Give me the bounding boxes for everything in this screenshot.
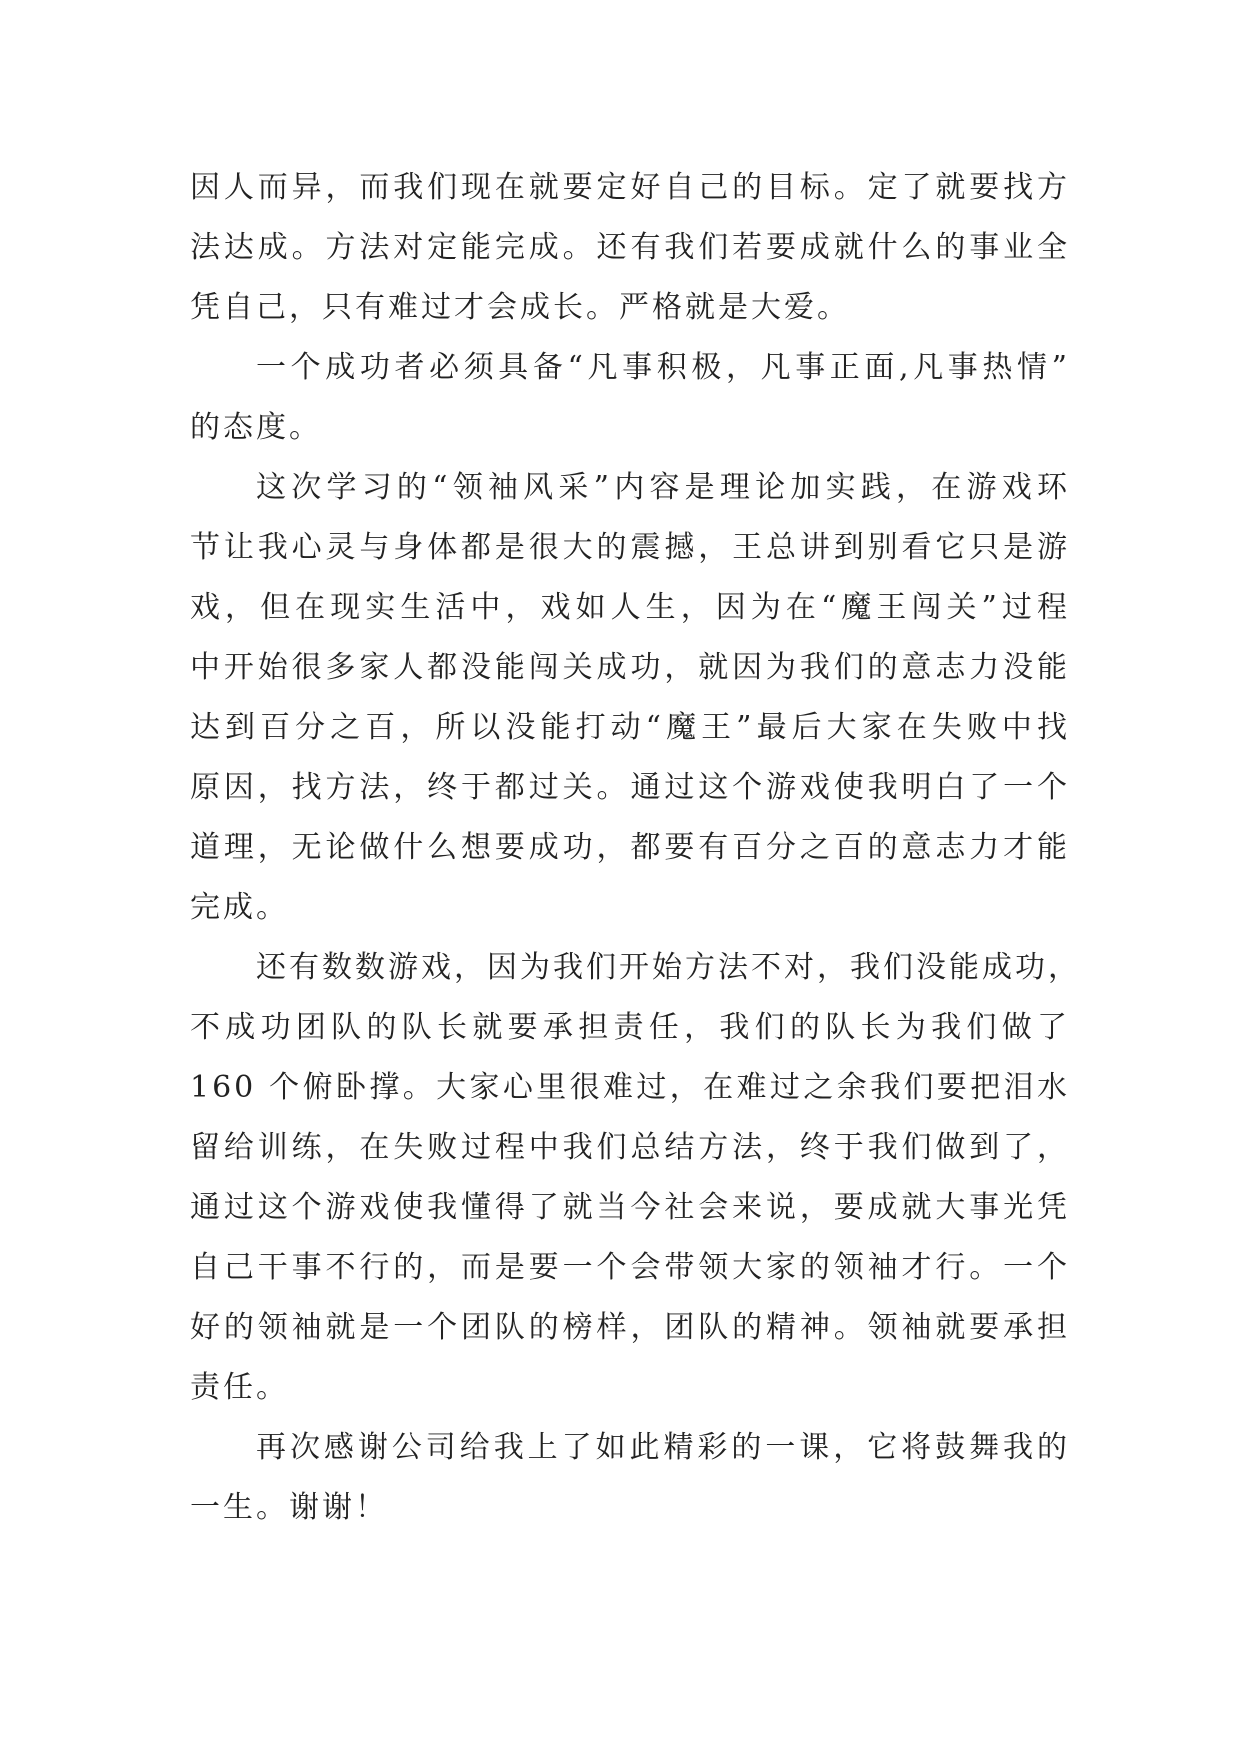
paragraph-3-line-2: 节让我心灵与身体都是很大的震撼，王总讲到别看它只是游 xyxy=(190,530,1070,565)
paragraph-1-line-2: 法达成。方法对定能完成。还有我们若要成就什么的事业全 xyxy=(190,230,1070,265)
paragraph-5-line-2: 一生。谢谢！ xyxy=(190,1490,388,1525)
paragraph-4-line-4: 留给训练，在失败过程中我们总结方法，终于我们做到了， xyxy=(190,1130,1070,1165)
paragraph-4-line-2: 不成功团队的队长就要承担责任，我们的队长为我们做了 xyxy=(190,1010,1070,1045)
document-body xyxy=(190,158,1081,1538)
paragraph-5-line-1: 再次感谢公司给我上了如此精彩的一课，它将鼓舞我的 xyxy=(256,1430,1070,1465)
paragraph-4-line-7: 好的领袖就是一个团队的榜样，团队的精神。领袖就要承担 xyxy=(190,1310,1070,1345)
paragraph-4-line-3: 160 个俯卧撑。大家心里很难过，在难过之余我们要把泪水 xyxy=(190,1070,1070,1105)
paragraph-4-line-6: 自己干事不行的，而是要一个会带领大家的领袖才行。一个 xyxy=(190,1250,1070,1285)
paragraph-3-line-8: 完成。 xyxy=(190,890,289,925)
paragraph-4-line-8: 责任。 xyxy=(190,1370,289,1405)
paragraph-1-line-3: 凭自己，只有难过才会成长。严格就是大爱。 xyxy=(190,290,850,325)
paragraph-3-line-4: 中开始很多家人都没能闯关成功，就因为我们的意志力没能 xyxy=(190,650,1070,685)
paragraph-2-line-1: 一个成功者必须具备“凡事积极，凡事正面,凡事热情” xyxy=(256,350,1070,385)
paragraph-2-line-2: 的态度。 xyxy=(190,410,322,445)
paragraph-4-line-1: 还有数数游戏，因为我们开始方法不对，我们没能成功， xyxy=(256,950,1081,985)
paragraph-3-line-3: 戏，但在现实生活中，戏如人生，因为在“魔王闯关”过程 xyxy=(190,590,1070,625)
paragraph-3-line-1: 这次学习的“领袖风采”内容是理论加实践，在游戏环 xyxy=(256,470,1070,505)
paragraph-1-line-1: 因人而异，而我们现在就要定好自己的目标。定了就要找方 xyxy=(190,170,1070,205)
paragraph-3-line-7: 道理，无论做什么想要成功，都要有百分之百的意志力才能 xyxy=(190,830,1070,865)
paragraph-3-line-5: 达到百分之百，所以没能打动“魔王”最后大家在失败中找 xyxy=(190,710,1070,745)
paragraph-4-line-5: 通过这个游戏使我懂得了就当今社会来说，要成就大事光凭 xyxy=(190,1190,1070,1225)
paragraph-3-line-6: 原因，找方法，终于都过关。通过这个游戏使我明白了一个 xyxy=(190,770,1070,805)
